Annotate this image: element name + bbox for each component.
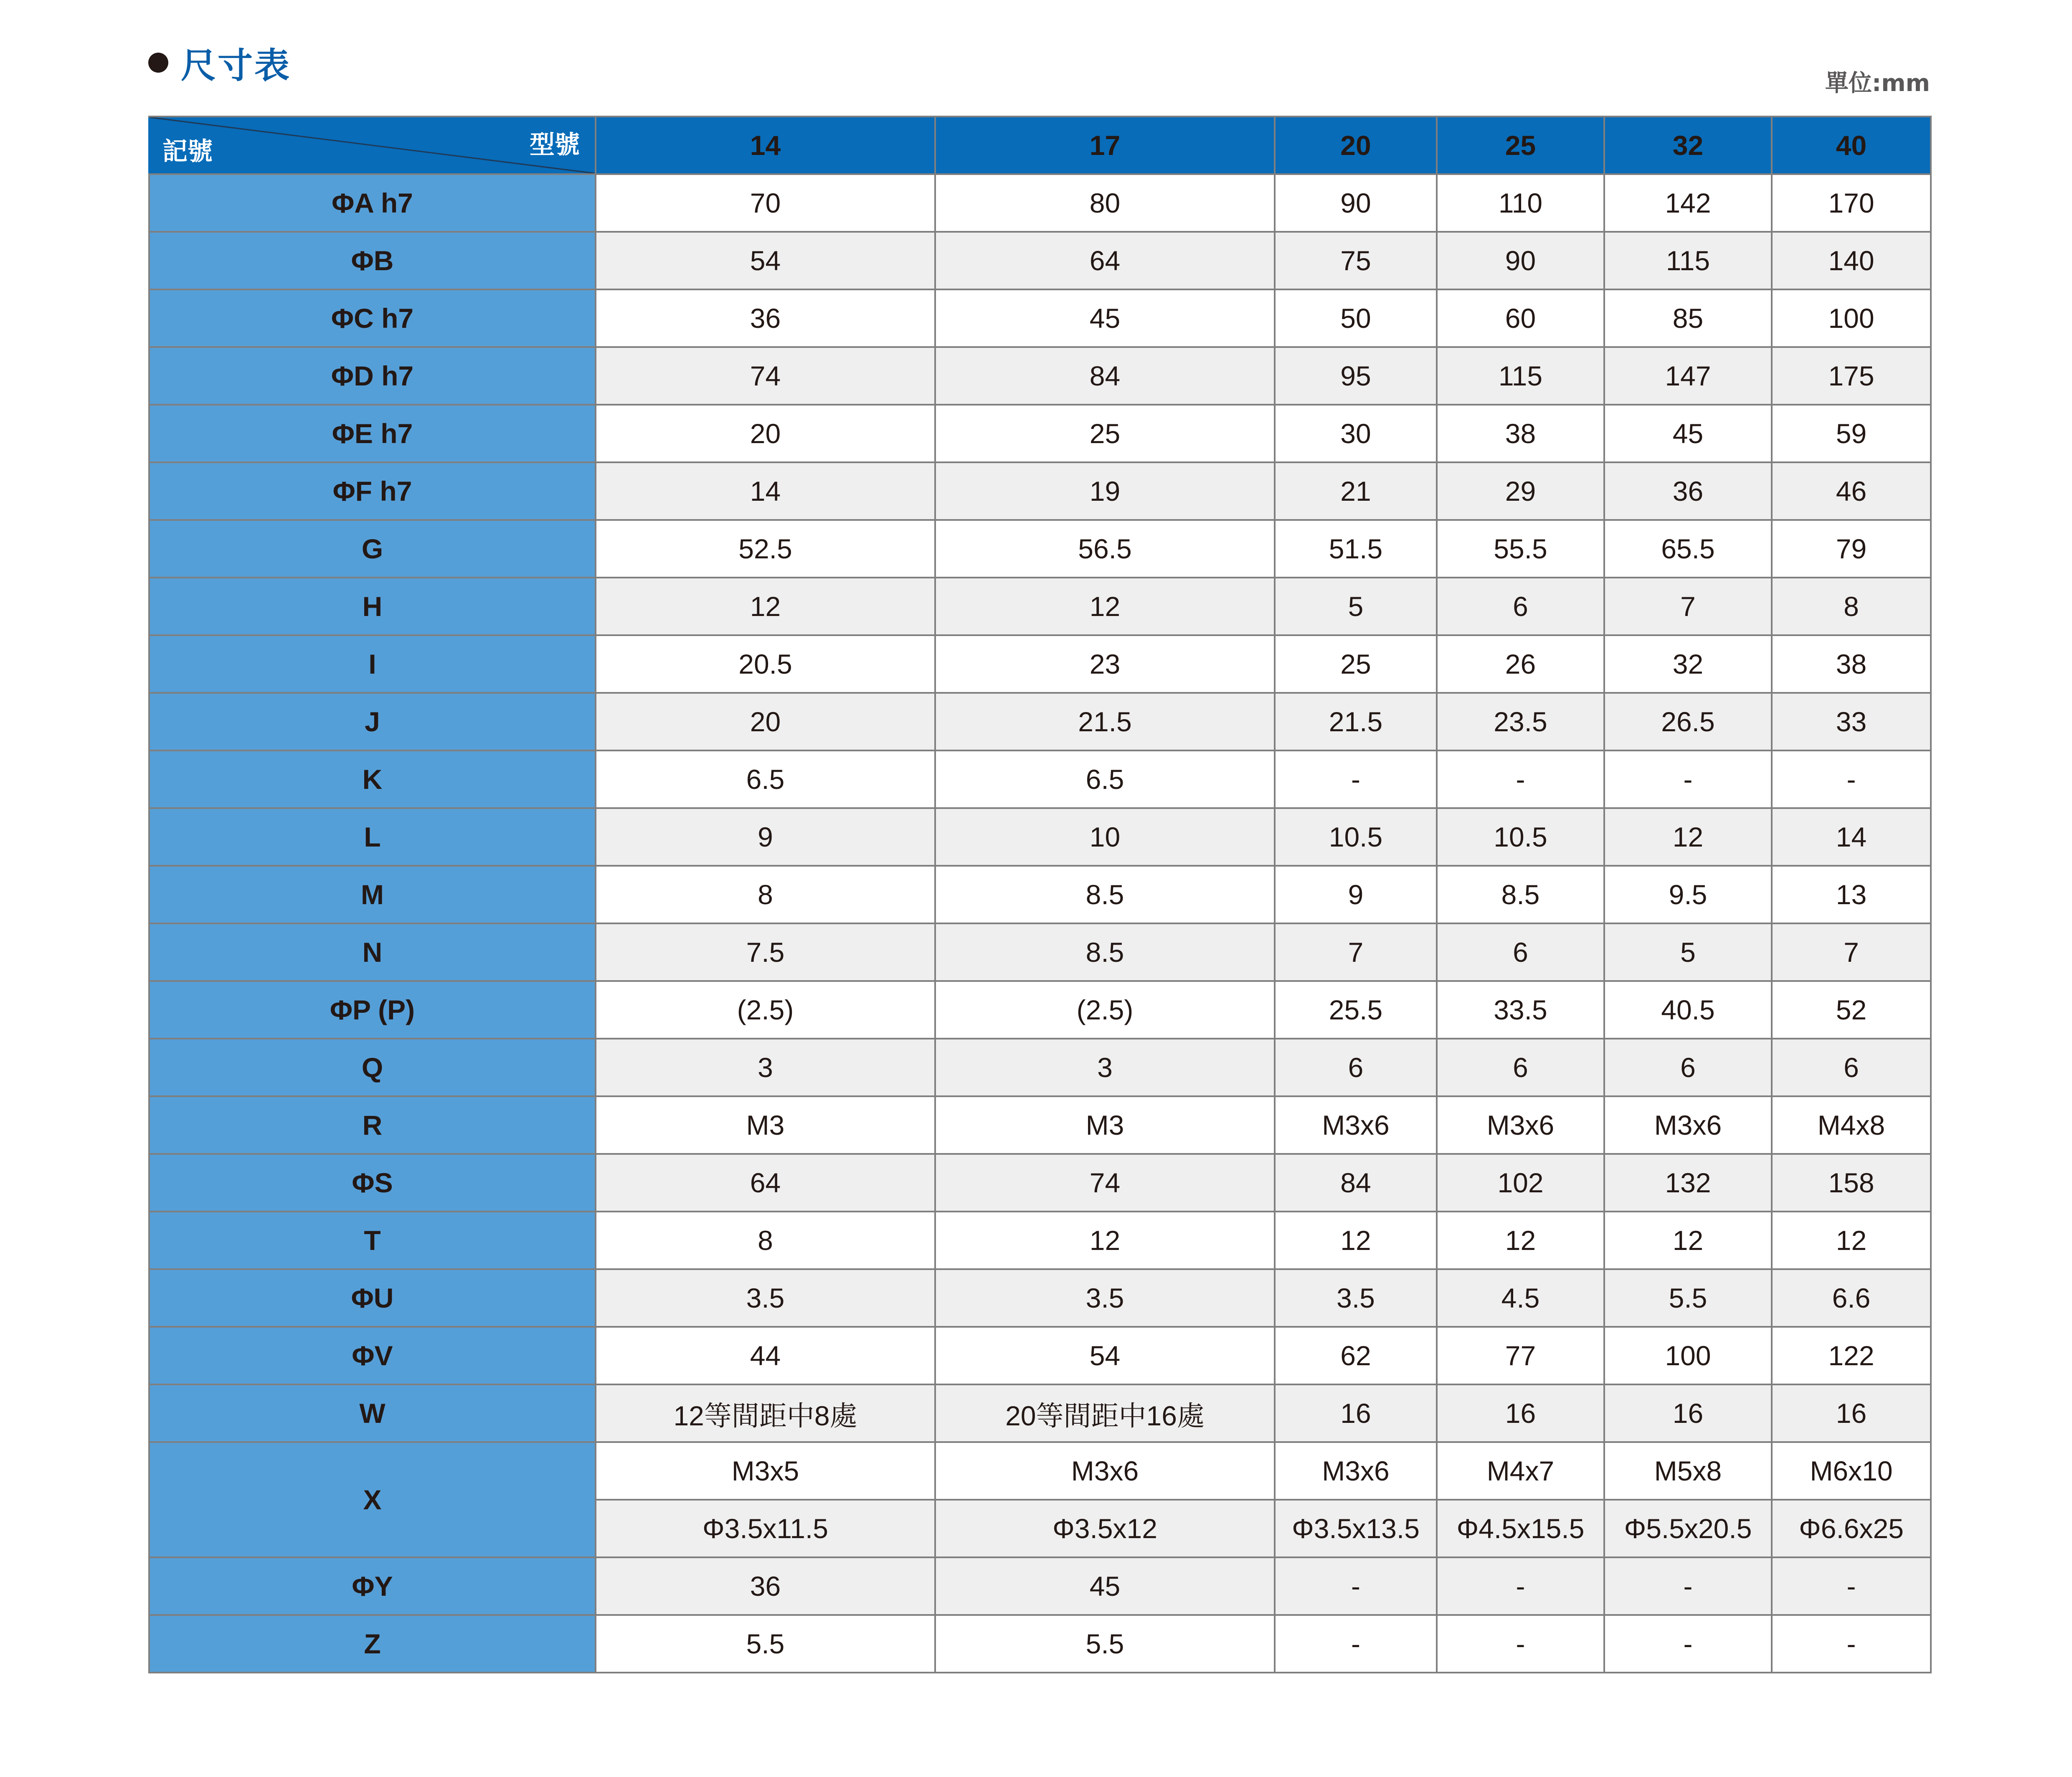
table-cell: 8	[596, 1212, 935, 1269]
corner-header-cell	[149, 117, 596, 174]
table-row	[149, 347, 1931, 405]
table-cell: 115	[1437, 347, 1604, 405]
table-cell: 26	[1437, 635, 1604, 693]
table-cell: 3.5	[935, 1269, 1275, 1327]
table-cell: 12	[1604, 1212, 1772, 1269]
table-cell: 5	[1275, 578, 1437, 635]
table-cell: M5x8	[1604, 1442, 1772, 1500]
table-cell: 90	[1437, 232, 1604, 289]
table-row	[149, 289, 1931, 347]
table-cell: 9.5	[1604, 866, 1772, 923]
table-cell: -	[1772, 1557, 1931, 1615]
table-cell: 26.5	[1604, 693, 1772, 750]
row-symbol-label: J	[149, 693, 596, 750]
table-cell: 9	[1275, 866, 1437, 923]
row-symbol-label: ΦD h7	[149, 347, 596, 405]
table-cell: 100	[1604, 1327, 1772, 1384]
table-cell: M4x8	[1772, 1096, 1931, 1154]
table-cell: 90	[1275, 174, 1437, 232]
table-cell: 158	[1772, 1154, 1931, 1212]
table-row	[149, 405, 1931, 462]
table-header-row	[149, 117, 1931, 174]
table-cell: M3x5	[596, 1442, 935, 1500]
bullet-dot-icon	[148, 53, 168, 73]
model-header-14: 14	[596, 117, 935, 174]
table-cell: 140	[1772, 232, 1931, 289]
table-cell: 8.5	[1437, 866, 1604, 923]
table-cell: 25	[1275, 635, 1437, 693]
table-cell: Φ4.5x15.5	[1437, 1500, 1604, 1557]
table-cell: 12	[1604, 808, 1772, 866]
table-cell: M3x6	[1437, 1096, 1604, 1154]
table-cell: 21	[1275, 462, 1437, 520]
model-header-17: 17	[935, 117, 1275, 174]
row-symbol-label: W	[149, 1384, 596, 1442]
table-cell: 36	[596, 1557, 935, 1615]
table-cell: 12	[935, 1212, 1275, 1269]
unit-label: 單位:mm	[1825, 70, 1930, 97]
table-row	[149, 981, 1931, 1039]
corner-model-label: 型號	[530, 130, 580, 160]
table-cell: 4.5	[1437, 1269, 1604, 1327]
table-cell: 21.5	[1275, 693, 1437, 750]
table-cell: 38	[1772, 635, 1931, 693]
table-cell: 7	[1275, 923, 1437, 981]
table-cell: 75	[1275, 232, 1437, 289]
table-cell: 8	[596, 866, 935, 923]
table-cell: 16	[1275, 1384, 1437, 1442]
table-cell: 45	[935, 289, 1275, 347]
table-cell: 13	[1772, 866, 1931, 923]
model-header-40: 40	[1772, 117, 1931, 174]
row-symbol-label: ΦP (P)	[149, 981, 596, 1039]
table-cell: 16	[1772, 1384, 1931, 1442]
table-cell: 175	[1772, 347, 1931, 405]
table-row	[149, 635, 1931, 693]
table-cell: 29	[1437, 462, 1604, 520]
table-cell: 6.5	[935, 750, 1275, 808]
table-cell: 7.5	[596, 923, 935, 981]
table-cell: 100	[1772, 289, 1931, 347]
table-cell: 5.5	[596, 1615, 935, 1673]
table-cell: -	[1604, 1557, 1772, 1615]
table-cell: 45	[935, 1557, 1275, 1615]
table-cell: 12	[935, 578, 1275, 635]
table-cell: 40.5	[1604, 981, 1772, 1039]
table-cell: M3x6	[935, 1442, 1275, 1500]
table-cell: 3.5	[1275, 1269, 1437, 1327]
table-cell: -	[1437, 1615, 1604, 1673]
table-cell: 122	[1772, 1327, 1931, 1384]
row-symbol-label: ΦS	[149, 1154, 596, 1212]
row-symbol-label: ΦC h7	[149, 289, 596, 347]
table-cell: 25.5	[1275, 981, 1437, 1039]
table-cell: 5.5	[1604, 1269, 1772, 1327]
table-row	[149, 1154, 1931, 1212]
table-cell: 7	[1772, 923, 1931, 981]
table-body	[149, 174, 1931, 1673]
table-cell: 102	[1437, 1154, 1604, 1212]
table-cell: 8.5	[935, 923, 1275, 981]
table-cell: 77	[1437, 1327, 1604, 1384]
dimension-table	[148, 116, 1932, 1673]
table-cell: 14	[596, 462, 935, 520]
table-cell: 51.5	[1275, 520, 1437, 578]
table-cell: 59	[1772, 405, 1931, 462]
table-row	[149, 866, 1931, 923]
table-cell: 20等間距中16處	[935, 1384, 1275, 1442]
row-symbol-label: Z	[149, 1615, 596, 1673]
table-cell: (2.5)	[596, 981, 935, 1039]
table-cell: 6.5	[596, 750, 935, 808]
table-cell: 52	[1772, 981, 1931, 1039]
row-symbol-label: T	[149, 1212, 596, 1269]
table-cell: 3	[596, 1039, 935, 1096]
table-cell: 44	[596, 1327, 935, 1384]
row-symbol-label: M	[149, 866, 596, 923]
row-symbol-label: Q	[149, 1039, 596, 1096]
table-cell: Φ5.5x20.5	[1604, 1500, 1772, 1557]
table-cell: 32	[1604, 635, 1772, 693]
table-cell: -	[1437, 750, 1604, 808]
table-cell: 6.6	[1772, 1269, 1931, 1327]
table-cell: 16	[1437, 1384, 1604, 1442]
table-cell: 36	[1604, 462, 1772, 520]
row-symbol-label: ΦU	[149, 1269, 596, 1327]
table-cell: M4x7	[1437, 1442, 1604, 1500]
table-cell: 6	[1437, 923, 1604, 981]
table-cell: 84	[1275, 1154, 1437, 1212]
row-symbol-label: L	[149, 808, 596, 866]
table-cell: 23.5	[1437, 693, 1604, 750]
table-cell: 147	[1604, 347, 1772, 405]
table-row	[149, 693, 1931, 750]
row-symbol-label: ΦE h7	[149, 405, 596, 462]
table-cell: 79	[1772, 520, 1931, 578]
table-cell: 38	[1437, 405, 1604, 462]
table-cell: 12等間距中8處	[596, 1384, 935, 1442]
table-cell: 85	[1604, 289, 1772, 347]
table-cell: 6	[1437, 1039, 1604, 1096]
table-row	[149, 750, 1931, 808]
model-header-25: 25	[1437, 117, 1604, 174]
table-cell: M3x6	[1275, 1096, 1437, 1154]
table-cell: Φ3.5x12	[935, 1500, 1275, 1557]
row-symbol-label: ΦF h7	[149, 462, 596, 520]
table-cell: -	[1604, 750, 1772, 808]
table-row	[149, 1384, 1931, 1442]
page-title: 尺寸表	[181, 45, 292, 86]
table-row	[149, 808, 1931, 866]
table-cell: 74	[935, 1154, 1275, 1212]
table-cell: 6	[1772, 1039, 1931, 1096]
table-cell: 115	[1604, 232, 1772, 289]
table-row	[149, 462, 1931, 520]
table-cell: 65.5	[1604, 520, 1772, 578]
table-cell: 45	[1604, 405, 1772, 462]
table-cell: 46	[1772, 462, 1931, 520]
table-cell: -	[1604, 1615, 1772, 1673]
row-symbol-label: ΦV	[149, 1327, 596, 1384]
table-cell: -	[1275, 1615, 1437, 1673]
section-heading	[148, 35, 291, 90]
table-cell: 95	[1275, 347, 1437, 405]
table-cell: 54	[935, 1327, 1275, 1384]
table-cell: 33.5	[1437, 981, 1604, 1039]
table-cell: 14	[1772, 808, 1931, 866]
table-cell: 55.5	[1437, 520, 1604, 578]
table-cell: -	[1275, 750, 1437, 808]
table-cell: 12	[1772, 1212, 1931, 1269]
table-cell: 110	[1437, 174, 1604, 232]
table-row	[149, 1442, 1931, 1500]
table-cell: 20	[596, 405, 935, 462]
row-symbol-label: ΦA h7	[149, 174, 596, 232]
table-row	[149, 1557, 1931, 1615]
table-cell: 80	[935, 174, 1275, 232]
row-symbol-label: X	[149, 1442, 596, 1557]
corner-symbol-label: 記號	[162, 137, 213, 166]
table-row	[149, 1269, 1931, 1327]
table-cell: M3	[935, 1096, 1275, 1154]
table-cell: 64	[596, 1154, 935, 1212]
table-cell: 9	[596, 808, 935, 866]
table-cell: 21.5	[935, 693, 1275, 750]
table-row	[149, 1212, 1931, 1269]
table-cell: 16	[1604, 1384, 1772, 1442]
table-cell: 12	[1437, 1212, 1604, 1269]
table-row	[149, 232, 1931, 289]
table-cell: 12	[1275, 1212, 1437, 1269]
table-cell: 84	[935, 347, 1275, 405]
table-cell: 3	[935, 1039, 1275, 1096]
table-cell: 25	[935, 405, 1275, 462]
table-cell: 6	[1275, 1039, 1437, 1096]
table-cell: 52.5	[596, 520, 935, 578]
table-cell: M3	[596, 1096, 935, 1154]
model-header-32: 32	[1604, 117, 1772, 174]
row-symbol-label: I	[149, 635, 596, 693]
table-cell: 19	[935, 462, 1275, 520]
table-cell: 6	[1437, 578, 1604, 635]
table-cell: 56.5	[935, 520, 1275, 578]
table-cell: -	[1275, 1557, 1437, 1615]
table-cell: 36	[596, 289, 935, 347]
table-cell: -	[1772, 1615, 1931, 1673]
table-cell: 20	[596, 693, 935, 750]
table-cell: 5.5	[935, 1615, 1275, 1673]
table-row	[149, 923, 1931, 981]
table-cell: 50	[1275, 289, 1437, 347]
table-cell: 5	[1604, 923, 1772, 981]
table-cell: -	[1772, 750, 1931, 808]
table-row	[149, 520, 1931, 578]
row-symbol-label: ΦB	[149, 232, 596, 289]
corner-diagonal-line	[150, 117, 595, 173]
table-cell: 54	[596, 232, 935, 289]
table-row	[149, 1615, 1931, 1673]
table-cell: 142	[1604, 174, 1772, 232]
table-row	[149, 174, 1931, 232]
table-cell: Φ3.5x13.5	[1275, 1500, 1437, 1557]
table-cell: 6	[1604, 1039, 1772, 1096]
row-symbol-label: H	[149, 578, 596, 635]
table-cell: -	[1437, 1557, 1604, 1615]
table-cell: (2.5)	[935, 981, 1275, 1039]
table-cell: 8.5	[935, 866, 1275, 923]
row-symbol-label: ΦY	[149, 1557, 596, 1615]
table-row	[149, 1327, 1931, 1384]
table-cell: M3x6	[1604, 1096, 1772, 1154]
table-cell: 64	[935, 232, 1275, 289]
table-row	[149, 1096, 1931, 1154]
row-symbol-label: N	[149, 923, 596, 981]
table-cell: 23	[935, 635, 1275, 693]
table-cell: 74	[596, 347, 935, 405]
table-cell: Φ6.6x25	[1772, 1500, 1931, 1557]
row-symbol-label: R	[149, 1096, 596, 1154]
table-cell: Φ3.5x11.5	[596, 1500, 935, 1557]
table-cell: M3x6	[1275, 1442, 1437, 1500]
table-cell: 10.5	[1275, 808, 1437, 866]
table-cell: 62	[1275, 1327, 1437, 1384]
table-cell: 10	[935, 808, 1275, 866]
table-cell: 70	[596, 174, 935, 232]
table-cell: 60	[1437, 289, 1604, 347]
table-cell: 30	[1275, 405, 1437, 462]
table-cell: M6x10	[1772, 1442, 1931, 1500]
table-cell: 20.5	[596, 635, 935, 693]
table-cell: 7	[1604, 578, 1772, 635]
table-row	[149, 1039, 1931, 1096]
row-symbol-label: K	[149, 750, 596, 808]
table-cell: 132	[1604, 1154, 1772, 1212]
table-cell: 170	[1772, 174, 1931, 232]
table-cell: 10.5	[1437, 808, 1604, 866]
table-cell: 3.5	[596, 1269, 935, 1327]
model-header-20: 20	[1275, 117, 1437, 174]
table-cell: 8	[1772, 578, 1931, 635]
table-cell: 12	[596, 578, 935, 635]
row-symbol-label: G	[149, 520, 596, 578]
table-cell: 33	[1772, 693, 1931, 750]
table-row	[149, 578, 1931, 635]
